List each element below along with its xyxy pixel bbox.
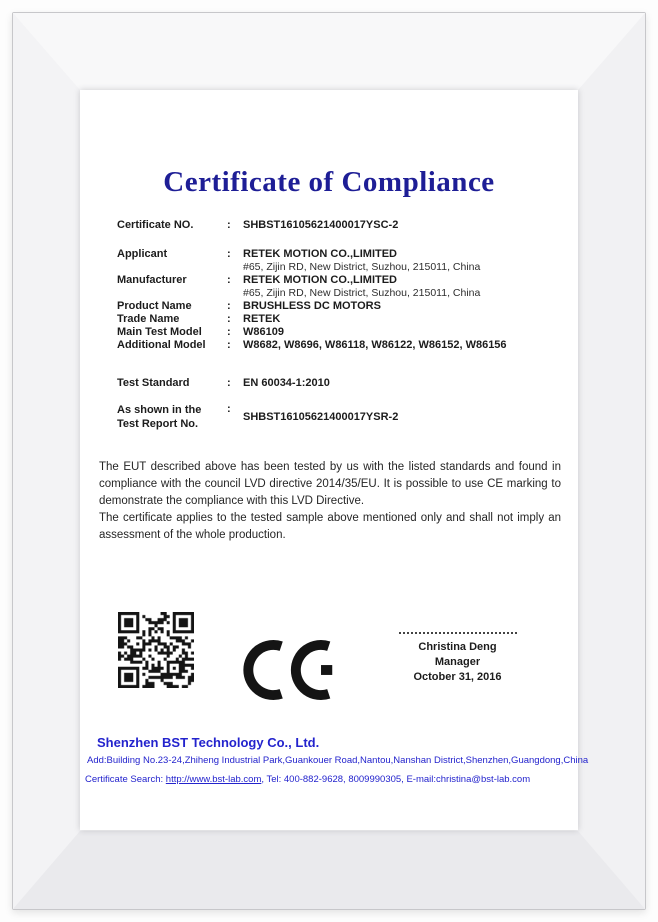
signatory-role: Manager bbox=[434, 656, 481, 668]
certificate-paper bbox=[80, 90, 589, 830]
certificate-search-label: Certificate Search: bbox=[85, 774, 166, 785]
field-row-certificate-no bbox=[117, 219, 564, 232]
field-label: Manufacturer bbox=[117, 274, 187, 286]
certificate-title: Certificate of Compliance bbox=[163, 166, 495, 198]
signature-block bbox=[385, 632, 530, 685]
field-label: Main Test Model bbox=[117, 326, 202, 338]
signature-dotted-line bbox=[399, 632, 517, 634]
field-label: Product Name bbox=[117, 300, 192, 312]
field-row-trade-name bbox=[117, 313, 564, 326]
signatory-name: Christina Deng bbox=[418, 641, 497, 653]
field-label: Applicant bbox=[117, 248, 168, 260]
ce-mark-icon bbox=[240, 637, 340, 703]
field-row-product-name bbox=[117, 300, 564, 313]
field-row-test-report bbox=[117, 403, 564, 431]
field-row-test-standard bbox=[117, 377, 564, 390]
field-row-manufacturer bbox=[117, 274, 564, 300]
marks-and-signature-row bbox=[80, 610, 578, 710]
field-colon: : bbox=[227, 313, 231, 325]
field-colon: : bbox=[227, 326, 231, 338]
field-value: SHBST16105621400017YSC-2 bbox=[243, 219, 399, 231]
company-name: RETEK MOTION CO.,LIMITED bbox=[243, 274, 397, 286]
certificate-number-section bbox=[117, 219, 564, 232]
field-label-line2: Test Report No. bbox=[117, 418, 199, 430]
field-label bbox=[117, 403, 227, 431]
company-name: RETEK MOTION CO.,LIMITED bbox=[243, 248, 397, 260]
company-address: #65, Zijin RD, New District, Suzhou, 215011, China bbox=[243, 287, 481, 299]
field-value: EN 60034-1:2010 bbox=[243, 377, 330, 389]
issuer-contact-rest: , Tel: 400-882-9628, 8009990305, E-mail:christina@bst-lab.com bbox=[261, 774, 531, 785]
issuer-address: Add:Building No.23-24,Zhiheng Industrial Park,Guankouer Road,Nantou,Nanshan District,Shenzhen,Guangdong,China bbox=[87, 755, 589, 766]
field-colon: : bbox=[227, 403, 231, 415]
field-value: SHBST16105621400017YSR-2 bbox=[243, 410, 399, 423]
field-label: Certificate NO. bbox=[117, 219, 194, 231]
field-label: Test Standard bbox=[117, 377, 190, 389]
field-value: RETEK bbox=[243, 313, 281, 325]
field-label: Additional Model bbox=[117, 339, 206, 351]
field-label-line1: As shown in the bbox=[117, 404, 202, 416]
field-value bbox=[243, 274, 480, 300]
product-info-section bbox=[117, 248, 564, 352]
field-row-applicant bbox=[117, 248, 564, 274]
field-colon: : bbox=[227, 248, 231, 260]
field-row-main-test-model bbox=[117, 326, 564, 339]
qr-code bbox=[118, 612, 194, 688]
field-value: BRUSHLESS DC MOTORS bbox=[243, 300, 381, 312]
issuer-footer bbox=[84, 735, 589, 785]
compliance-statement bbox=[99, 459, 561, 544]
field-row-additional-model bbox=[117, 339, 564, 352]
issuer-company-name: Shenzhen BST Technology Co., Ltd. bbox=[97, 735, 320, 750]
field-colon: : bbox=[227, 339, 231, 351]
field-label: Trade Name bbox=[117, 313, 180, 325]
field-colon: : bbox=[227, 274, 231, 286]
issuer-contact-line bbox=[85, 774, 574, 785]
signature-date: October 31, 2016 bbox=[413, 671, 502, 683]
company-address: #65, Zijin RD, New District, Suzhou, 215011, China bbox=[243, 261, 481, 273]
statement-paragraph-1: The EUT described above has been tested by us with the listed standards and found in compliance with the council LVD directive 2014/35/EU. It is possible to use CE marking to demonstrate the compliance with this LVD Directive. bbox=[99, 461, 561, 507]
field-value: W86109 bbox=[243, 326, 284, 338]
field-colon: : bbox=[227, 377, 231, 389]
test-info-section bbox=[117, 377, 564, 431]
field-value: W8682, W8696, W86118, W86122, W86152, W86156 bbox=[243, 339, 507, 351]
statement-paragraph-2: The certificate applies to the tested sample above mentioned only and shall not imply an assessment of the whole production. bbox=[99, 512, 561, 541]
certificate-search-link[interactable]: http://www.bst-lab.com bbox=[165, 774, 262, 785]
field-value bbox=[243, 248, 480, 274]
field-colon: : bbox=[227, 219, 231, 231]
field-colon: : bbox=[227, 300, 231, 312]
